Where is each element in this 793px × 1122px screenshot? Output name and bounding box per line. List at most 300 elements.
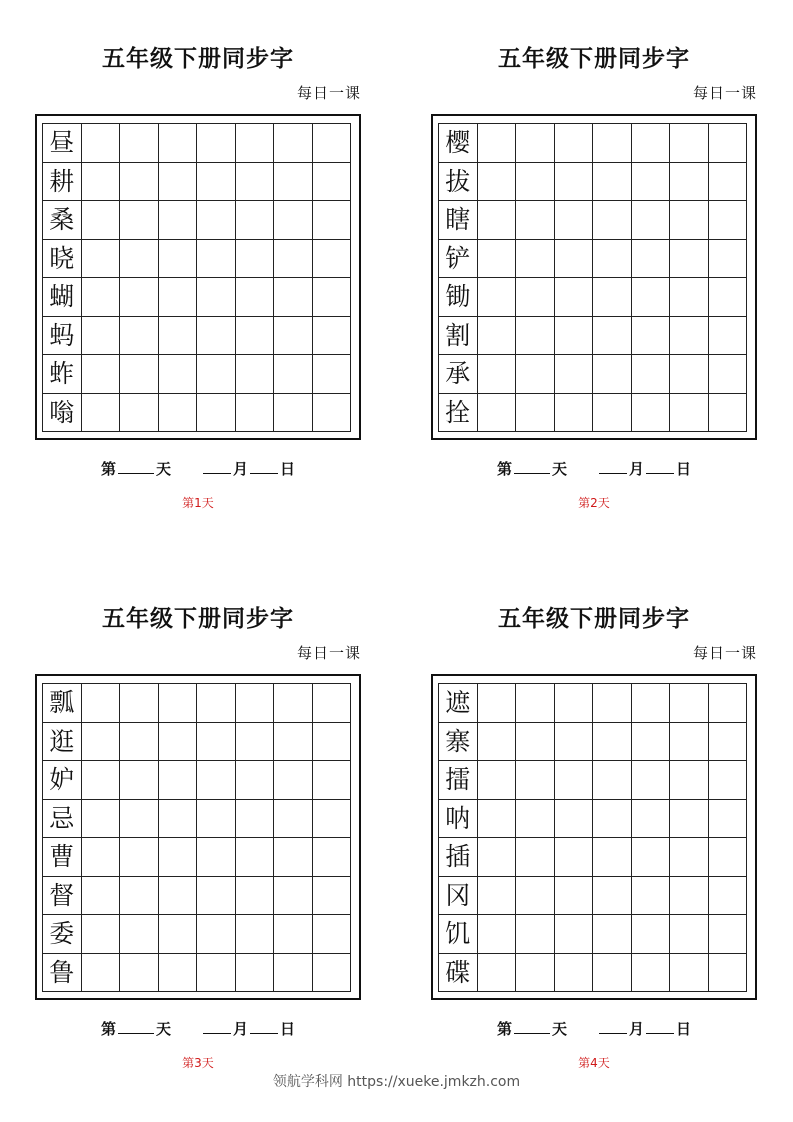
practice-cell[interactable]	[593, 278, 632, 317]
practice-cell[interactable]	[632, 317, 671, 356]
practice-cell[interactable]	[120, 201, 159, 240]
practice-cell[interactable]	[236, 278, 275, 317]
model-character-cell: 鲁	[43, 954, 82, 993]
practice-cell[interactable]	[516, 317, 555, 356]
practice-cell[interactable]	[159, 124, 198, 163]
worksheet-subtitle: 每日一课	[296, 644, 361, 662]
practice-cell[interactable]	[120, 800, 159, 839]
practice-cell[interactable]	[516, 877, 555, 916]
model-character-cell: 樱	[439, 124, 478, 163]
practice-cell[interactable]	[197, 394, 236, 433]
practice-cell[interactable]	[670, 124, 709, 163]
practice-cell[interactable]	[274, 317, 313, 356]
model-character-cell: 瓢	[43, 684, 82, 723]
model-character-cell: 嗡	[43, 394, 82, 433]
practice-cell[interactable]	[159, 240, 198, 279]
model-character-cell: 拔	[439, 163, 478, 202]
practice-cell[interactable]	[120, 838, 159, 877]
practice-cell[interactable]	[516, 684, 555, 723]
practice-cell[interactable]	[197, 355, 236, 394]
month-blank[interactable]	[599, 1019, 627, 1034]
date-ri-label: 日	[280, 1020, 296, 1038]
date-line	[35, 1018, 361, 1039]
date-tian-label: 天	[155, 1020, 171, 1038]
practice-cell[interactable]	[593, 163, 632, 202]
practice-cell[interactable]	[313, 394, 352, 433]
practice-cell[interactable]	[709, 761, 748, 800]
date-yue-label: 月	[233, 460, 249, 478]
practice-cell[interactable]	[632, 915, 671, 954]
day-blank[interactable]	[646, 1019, 674, 1034]
practice-cell[interactable]	[82, 877, 121, 916]
practice-cell[interactable]	[516, 800, 555, 839]
worksheet-subtitle: 每日一课	[692, 84, 757, 102]
model-character-cell: 逛	[43, 723, 82, 762]
practice-cell[interactable]	[236, 723, 275, 762]
practice-cell[interactable]	[555, 838, 594, 877]
practice-cell[interactable]	[313, 684, 352, 723]
practice-cell[interactable]	[159, 317, 198, 356]
practice-cell[interactable]	[82, 201, 121, 240]
practice-cell[interactable]	[478, 317, 517, 356]
practice-cell[interactable]	[82, 800, 121, 839]
practice-cell[interactable]	[236, 954, 275, 993]
practice-cell[interactable]	[159, 761, 198, 800]
practice-cell[interactable]	[709, 201, 748, 240]
practice-cell[interactable]	[670, 201, 709, 240]
practice-cell[interactable]	[593, 800, 632, 839]
date-line	[35, 458, 361, 479]
practice-cell[interactable]	[632, 201, 671, 240]
practice-cell[interactable]	[709, 278, 748, 317]
practice-cell[interactable]	[593, 317, 632, 356]
practice-cell[interactable]	[159, 723, 198, 762]
practice-cell[interactable]	[120, 723, 159, 762]
practice-cell[interactable]	[516, 278, 555, 317]
practice-cell[interactable]	[478, 838, 517, 877]
practice-cell[interactable]	[120, 355, 159, 394]
practice-cell[interactable]	[670, 684, 709, 723]
practice-cell[interactable]	[516, 723, 555, 762]
model-character-cell: 呐	[439, 800, 478, 839]
practice-cell[interactable]	[274, 915, 313, 954]
practice-cell[interactable]	[516, 954, 555, 993]
practice-cell[interactable]	[632, 877, 671, 916]
model-character-cell: 铲	[439, 240, 478, 279]
practice-cell[interactable]	[274, 800, 313, 839]
practice-cell[interactable]	[709, 355, 748, 394]
worksheet-panel-1	[35, 10, 361, 510]
practice-cell[interactable]	[236, 240, 275, 279]
practice-cell[interactable]	[236, 394, 275, 433]
practice-cell[interactable]	[120, 394, 159, 433]
practice-cell[interactable]	[236, 915, 275, 954]
practice-cell[interactable]	[82, 954, 121, 993]
practice-cell[interactable]	[555, 240, 594, 279]
practice-cell[interactable]	[670, 394, 709, 433]
practice-cell[interactable]	[670, 278, 709, 317]
practice-cell[interactable]	[313, 800, 352, 839]
practice-cell[interactable]	[313, 723, 352, 762]
day-blank[interactable]	[250, 459, 278, 474]
practice-cell[interactable]	[159, 278, 198, 317]
practice-cell[interactable]	[670, 723, 709, 762]
practice-cell[interactable]	[274, 877, 313, 916]
practice-cell[interactable]	[159, 394, 198, 433]
practice-cell[interactable]	[478, 163, 517, 202]
practice-cell[interactable]	[516, 761, 555, 800]
practice-cell[interactable]	[632, 163, 671, 202]
practice-cell[interactable]	[197, 723, 236, 762]
day-number-blank[interactable]	[118, 1019, 154, 1034]
practice-cell[interactable]	[82, 761, 121, 800]
practice-cell[interactable]	[478, 355, 517, 394]
practice-cell[interactable]	[274, 684, 313, 723]
practice-cell[interactable]	[555, 201, 594, 240]
practice-cell[interactable]	[82, 278, 121, 317]
practice-cell[interactable]	[82, 915, 121, 954]
worksheet-subtitle: 每日一课	[692, 644, 757, 662]
date-yue-label: 月	[629, 1020, 645, 1038]
practice-cell[interactable]	[555, 877, 594, 916]
practice-cell[interactable]	[593, 954, 632, 993]
practice-cell[interactable]	[159, 355, 198, 394]
practice-cell[interactable]	[632, 394, 671, 433]
practice-cell[interactable]	[555, 800, 594, 839]
practice-cell[interactable]	[236, 838, 275, 877]
model-character-cell: 昼	[43, 124, 82, 163]
date-ri-label: 日	[676, 1020, 692, 1038]
worksheet-title: 五年级下册同步字	[102, 605, 294, 632]
practice-cell[interactable]	[120, 278, 159, 317]
writing-grid	[42, 123, 351, 432]
month-blank[interactable]	[203, 459, 231, 474]
model-character-cell: 锄	[439, 278, 478, 317]
practice-cell[interactable]	[236, 124, 275, 163]
practice-cell[interactable]	[670, 877, 709, 916]
practice-cell[interactable]	[516, 394, 555, 433]
practice-cell[interactable]	[313, 278, 352, 317]
model-character-cell: 割	[439, 317, 478, 356]
practice-cell[interactable]	[478, 761, 517, 800]
practice-cell[interactable]	[478, 800, 517, 839]
practice-cell[interactable]	[555, 915, 594, 954]
practice-cell[interactable]	[159, 877, 198, 916]
practice-cell[interactable]	[120, 684, 159, 723]
practice-cell[interactable]	[82, 240, 121, 279]
practice-cell[interactable]	[82, 684, 121, 723]
practice-cell[interactable]	[313, 838, 352, 877]
practice-cell[interactable]	[313, 201, 352, 240]
practice-cell[interactable]	[82, 355, 121, 394]
practice-cell[interactable]	[197, 163, 236, 202]
practice-cell[interactable]	[313, 163, 352, 202]
practice-cell[interactable]	[313, 915, 352, 954]
practice-cell[interactable]	[313, 761, 352, 800]
practice-cell[interactable]	[159, 163, 198, 202]
practice-cell[interactable]	[709, 394, 748, 433]
model-character-cell: 蚱	[43, 355, 82, 394]
worksheet-panel-3	[35, 570, 361, 1070]
practice-cell[interactable]	[120, 240, 159, 279]
practice-cell[interactable]	[555, 355, 594, 394]
practice-cell[interactable]	[555, 163, 594, 202]
practice-cell[interactable]	[478, 240, 517, 279]
day-label: 第3天	[182, 1056, 214, 1070]
practice-cell[interactable]	[274, 954, 313, 993]
practice-cell[interactable]	[632, 355, 671, 394]
practice-cell[interactable]	[516, 838, 555, 877]
practice-cell[interactable]	[555, 723, 594, 762]
practice-cell[interactable]	[478, 684, 517, 723]
practice-cell[interactable]	[197, 838, 236, 877]
practice-cell[interactable]	[709, 915, 748, 954]
writing-grid	[438, 683, 747, 992]
practice-cell[interactable]	[478, 723, 517, 762]
practice-cell[interactable]	[670, 838, 709, 877]
practice-cell[interactable]	[120, 761, 159, 800]
worksheet-title: 五年级下册同步字	[498, 605, 690, 632]
practice-cell[interactable]	[197, 800, 236, 839]
practice-cell[interactable]	[236, 163, 275, 202]
practice-cell[interactable]	[82, 394, 121, 433]
practice-cell[interactable]	[197, 761, 236, 800]
practice-cell[interactable]	[82, 124, 121, 163]
model-character-cell: 委	[43, 915, 82, 954]
practice-cell[interactable]	[516, 915, 555, 954]
practice-cell[interactable]	[159, 800, 198, 839]
date-di-label: 第	[496, 1020, 512, 1038]
model-character-cell: 晓	[43, 240, 82, 279]
date-ri-label: 日	[676, 460, 692, 478]
practice-cell[interactable]	[478, 877, 517, 916]
day-blank[interactable]	[250, 1019, 278, 1034]
practice-cell[interactable]	[709, 124, 748, 163]
practice-cell[interactable]	[632, 124, 671, 163]
model-character-cell: 忌	[43, 800, 82, 839]
practice-cell[interactable]	[274, 761, 313, 800]
practice-cell[interactable]	[236, 684, 275, 723]
practice-cell[interactable]	[709, 723, 748, 762]
practice-cell[interactable]	[82, 723, 121, 762]
practice-cell[interactable]	[120, 124, 159, 163]
practice-cell[interactable]	[593, 723, 632, 762]
practice-cell[interactable]	[632, 684, 671, 723]
date-yue-label: 月	[629, 460, 645, 478]
practice-cell[interactable]	[159, 838, 198, 877]
model-character-cell: 曹	[43, 838, 82, 877]
practice-cell[interactable]	[670, 761, 709, 800]
model-character-cell: 瞎	[439, 201, 478, 240]
worksheet-title: 五年级下册同步字	[102, 45, 294, 72]
practice-cell[interactable]	[236, 201, 275, 240]
practice-cell[interactable]	[197, 201, 236, 240]
practice-cell[interactable]	[197, 684, 236, 723]
date-ri-label: 日	[280, 460, 296, 478]
practice-cell[interactable]	[555, 317, 594, 356]
practice-cell[interactable]	[120, 163, 159, 202]
footer-watermark: 领航学科网 https://xueke.jmkzh.com	[272, 1074, 521, 1090]
practice-cell[interactable]	[82, 163, 121, 202]
day-number-blank[interactable]	[514, 1019, 550, 1034]
writing-grid-frame	[35, 114, 361, 440]
practice-cell[interactable]	[516, 355, 555, 394]
practice-cell[interactable]	[709, 800, 748, 839]
practice-cell[interactable]	[516, 201, 555, 240]
practice-cell[interactable]	[709, 240, 748, 279]
practice-cell[interactable]	[274, 394, 313, 433]
practice-cell[interactable]	[236, 317, 275, 356]
practice-cell[interactable]	[313, 355, 352, 394]
practice-cell[interactable]	[236, 761, 275, 800]
practice-cell[interactable]	[236, 800, 275, 839]
practice-cell[interactable]	[593, 761, 632, 800]
day-number-blank[interactable]	[118, 459, 154, 474]
practice-cell[interactable]	[709, 684, 748, 723]
practice-cell[interactable]	[197, 877, 236, 916]
practice-cell[interactable]	[555, 394, 594, 433]
day-blank[interactable]	[646, 459, 674, 474]
practice-cell[interactable]	[478, 394, 517, 433]
practice-cell[interactable]	[197, 278, 236, 317]
practice-cell[interactable]	[82, 317, 121, 356]
practice-cell[interactable]	[670, 915, 709, 954]
practice-cell[interactable]	[632, 761, 671, 800]
practice-cell[interactable]	[274, 240, 313, 279]
practice-cell[interactable]	[593, 240, 632, 279]
practice-cell[interactable]	[313, 877, 352, 916]
practice-cell[interactable]	[516, 124, 555, 163]
practice-cell[interactable]	[593, 124, 632, 163]
practice-cell[interactable]	[593, 201, 632, 240]
day-number-blank[interactable]	[514, 459, 550, 474]
practice-cell[interactable]	[197, 240, 236, 279]
practice-cell[interactable]	[593, 684, 632, 723]
date-di-label: 第	[100, 460, 116, 478]
month-blank[interactable]	[203, 1019, 231, 1034]
practice-cell[interactable]	[313, 124, 352, 163]
practice-cell[interactable]	[670, 954, 709, 993]
model-character-cell: 饥	[439, 915, 478, 954]
practice-cell[interactable]	[197, 317, 236, 356]
practice-cell[interactable]	[632, 240, 671, 279]
practice-cell[interactable]	[274, 163, 313, 202]
practice-cell[interactable]	[120, 877, 159, 916]
practice-cell[interactable]	[313, 240, 352, 279]
practice-cell[interactable]	[632, 723, 671, 762]
practice-cell[interactable]	[159, 954, 198, 993]
practice-cell[interactable]	[593, 355, 632, 394]
practice-cell[interactable]	[274, 124, 313, 163]
writing-grid	[438, 123, 747, 432]
day-label: 第2天	[578, 496, 610, 510]
practice-cell[interactable]	[274, 838, 313, 877]
practice-cell[interactable]	[555, 124, 594, 163]
month-blank[interactable]	[599, 459, 627, 474]
model-character-cell: 蚂	[43, 317, 82, 356]
model-character-cell: 蝴	[43, 278, 82, 317]
practice-cell[interactable]	[313, 317, 352, 356]
practice-cell[interactable]	[274, 278, 313, 317]
writing-grid-frame	[431, 674, 757, 1000]
practice-cell[interactable]	[632, 278, 671, 317]
practice-cell[interactable]	[82, 838, 121, 877]
practice-cell[interactable]	[197, 954, 236, 993]
model-character-cell: 拴	[439, 394, 478, 433]
model-character-cell: 承	[439, 355, 478, 394]
practice-cell[interactable]	[555, 278, 594, 317]
practice-cell[interactable]	[478, 124, 517, 163]
practice-cell[interactable]	[274, 201, 313, 240]
practice-cell[interactable]	[120, 915, 159, 954]
worksheet-subtitle: 每日一课	[296, 84, 361, 102]
practice-cell[interactable]	[709, 163, 748, 202]
practice-cell[interactable]	[478, 278, 517, 317]
worksheet-panel-4	[431, 570, 757, 1070]
practice-cell[interactable]	[313, 954, 352, 993]
practice-cell[interactable]	[709, 838, 748, 877]
practice-cell[interactable]	[159, 684, 198, 723]
practice-cell[interactable]	[593, 877, 632, 916]
writing-grid	[42, 683, 351, 992]
practice-cell[interactable]	[120, 954, 159, 993]
practice-cell[interactable]	[478, 954, 517, 993]
practice-cell[interactable]	[670, 317, 709, 356]
practice-cell[interactable]	[709, 954, 748, 993]
day-label: 第1天	[182, 496, 214, 510]
practice-cell[interactable]	[632, 954, 671, 993]
practice-cell[interactable]	[670, 163, 709, 202]
practice-cell[interactable]	[593, 838, 632, 877]
model-character-cell: 擂	[439, 761, 478, 800]
practice-cell[interactable]	[274, 355, 313, 394]
day-label: 第4天	[578, 1056, 610, 1070]
model-character-cell: 冈	[439, 877, 478, 916]
writing-grid-frame	[431, 114, 757, 440]
practice-cell[interactable]	[197, 124, 236, 163]
practice-cell[interactable]	[120, 317, 159, 356]
practice-cell[interactable]	[555, 954, 594, 993]
practice-cell[interactable]	[670, 800, 709, 839]
practice-cell[interactable]	[274, 723, 313, 762]
practice-cell[interactable]	[516, 240, 555, 279]
practice-cell[interactable]	[593, 394, 632, 433]
model-character-cell: 寨	[439, 723, 478, 762]
practice-cell[interactable]	[670, 355, 709, 394]
practice-cell[interactable]	[197, 915, 236, 954]
date-line	[431, 1018, 757, 1039]
practice-cell[interactable]	[236, 877, 275, 916]
practice-cell[interactable]	[478, 915, 517, 954]
practice-cell[interactable]	[709, 877, 748, 916]
model-character-cell: 督	[43, 877, 82, 916]
date-di-label: 第	[496, 460, 512, 478]
practice-cell[interactable]	[516, 163, 555, 202]
practice-cell[interactable]	[159, 201, 198, 240]
practice-cell[interactable]	[632, 800, 671, 839]
practice-cell[interactable]	[632, 838, 671, 877]
practice-cell[interactable]	[555, 684, 594, 723]
practice-cell[interactable]	[709, 317, 748, 356]
writing-grid-frame	[35, 674, 361, 1000]
practice-cell[interactable]	[593, 915, 632, 954]
practice-cell[interactable]	[670, 240, 709, 279]
date-di-label: 第	[100, 1020, 116, 1038]
practice-cell[interactable]	[159, 915, 198, 954]
practice-cell[interactable]	[478, 201, 517, 240]
practice-cell[interactable]	[555, 761, 594, 800]
practice-cell[interactable]	[236, 355, 275, 394]
